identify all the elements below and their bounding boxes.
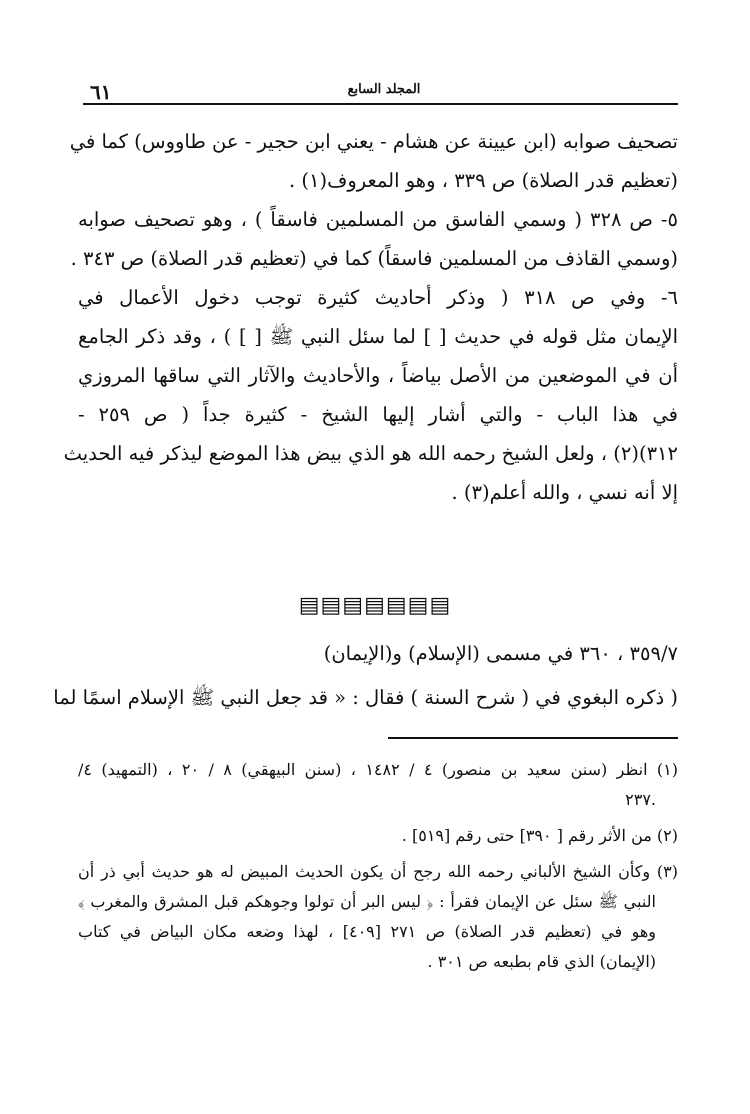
footnote-rule [388, 737, 678, 739]
page-header [90, 80, 678, 104]
section-heading: ٣٥٩/٧ ، ٣٦٠ في مسمى (الإسلام) و(الإيمان) [323, 642, 678, 665]
paragraph-1 [69, 122, 678, 200]
header-rule [83, 103, 678, 105]
paragraph-3 [63, 278, 679, 512]
footnote-line: (٢) من الأثر رقم [ ٣٩٠] حتى رقم [٥١٩] . [401, 826, 678, 845]
page-number: ٦١ [90, 80, 112, 104]
footnote-line: (٣) وكأن الشيخ الألباني رحمه الله رجح أن يكون الحديث المبيض له هو حديث أبي ذر أن [78, 862, 678, 881]
footnote-3 [78, 857, 678, 977]
section-block [53, 632, 678, 720]
footnote-line: وهو في (تعظيم قدر الصلاة) ص ٢٧١ [٤٠٩] ، لهذا وضعه مكان البياض في كتاب [78, 922, 656, 941]
main-text [63, 122, 679, 512]
text-line: الإيمان مثل قوله في حديث [ ] لما سئل النبي ﷺ [ ] ) ، وقد ذكر الجامع [78, 325, 679, 348]
paragraph-2 [70, 200, 679, 278]
text-line: ٥- ص ٣٢٨ ( وسمي الفاسق من المسلمين فاسقاً ) ، وهو تصحيف صوابه [78, 208, 679, 231]
footnotes [78, 755, 678, 983]
section-ornament: ▤▤▤▤▤▤▤ [298, 593, 452, 618]
text-line: تصحيف صوابه (ابن عيينة عن هشام - يعني ابن حجير - عن طاووس) كما في [69, 130, 678, 153]
text-line: في هذا الباب - والتي أشار إليها الشيخ - كثيرة جداً ( ص ٢٥٩ - [78, 403, 678, 426]
footnote-1 [78, 755, 678, 815]
footnote-line: النبي ﷺ سئل عن الإيمان فقرأ : ﴿ ليس البر أن تولوا وجوهكم قبل المشرق والمغرب ﴾ [78, 892, 656, 911]
text-line: (وسمي القاذف من المسلمين فاسقاً) كما في (تعظيم قدر الصلاة) ص ٣٤٣ . [70, 247, 678, 270]
section-text-line: ( ذكره البغوي في ( شرح السنة ) فقال : « قد جعل النبي ﷺ الإسلام اسمًا لما [53, 686, 678, 709]
footnote-2 [78, 821, 678, 851]
text-line: إلا أنه نسي ، والله أعلم(٣) . [451, 481, 678, 504]
text-line: (تعظيم قدر الصلاة) ص ٣٣٩ ، وهو المعروف(١) . [289, 169, 678, 192]
text-line: ٣١٢)(٢) ، ولعل الشيخ رحمه الله هو الذي بيض هذا الموضع ليذكر فيه الحديث [63, 442, 678, 465]
footnote-line: .٢٣٧ [625, 790, 656, 809]
footnote-line: (الإيمان) الذي قام بطبعه ص ٣٠١ . [427, 952, 656, 971]
running-title: المجلد السابع [347, 82, 421, 97]
footnote-line: (١) انظر (سنن سعيد بن منصور) ٤ / ١٤٨٢ ، (سنن البيهقي) ٨ / ٢٠ ، (التمهيد) ٤/ [78, 760, 679, 779]
text-line: ٦- وفي ص ٣١٨ ( وذكر أحاديث كثيرة توجب دخول الأعمال في [78, 286, 678, 309]
text-line: أن في الموضعين من الأصل بياضاً ، والأحاديث والآثار التي ساقها المروزي [78, 364, 678, 387]
